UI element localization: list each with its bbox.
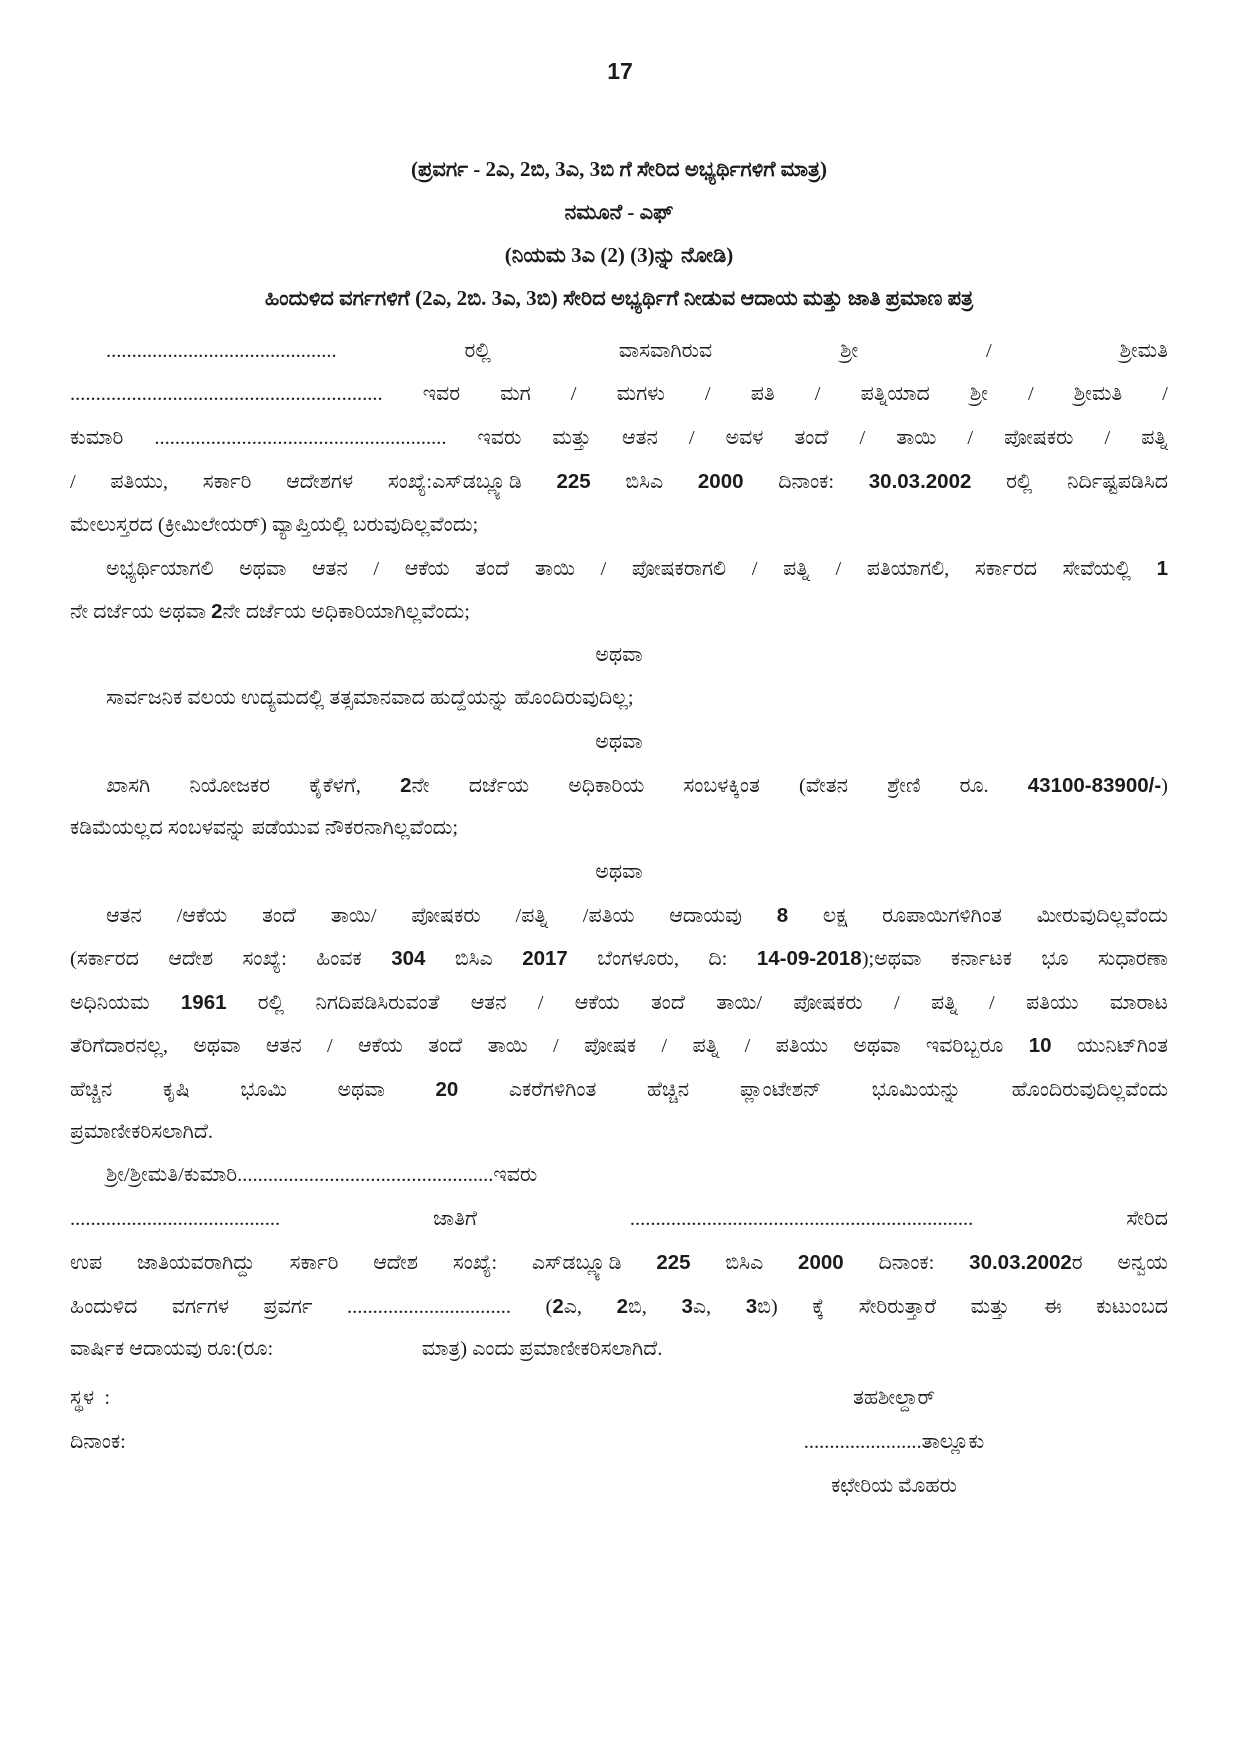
body-line: ನೇ ದರ್ಜೆಯ ಅಥವಾ 2ನೇ ದರ್ಜೆಯ ಅಧಿಕಾರಿಯಾಗಿಲ್ಲವೆಂದು; (70, 600, 470, 624)
body-line: ಅಭ್ಯರ್ಥಿಯಾಗಲಿ ಅಥವಾ ಆತನ / ಆಕೆಯ ತಂದೆ ತಾಯಿ / ಪೋಷಕರಾಗಲಿ / ಪತ್ನಿ / ಪತಿಯಾಗಲಿ, ಸರ್ಕಾರದ ಸೇವೆಯಲ್ಲಿ 1 (106, 556, 1168, 580)
footer-row-place (70, 1376, 1168, 1420)
body-line: ............................................. ರಲ್ಲಿ ವಾಸವಾಗಿರುವ ಶ್ರೀ / ಶ್ರೀಮತಿ (106, 340, 1168, 362)
footer-row-date (70, 1420, 1168, 1464)
page-number: 17 (607, 58, 633, 84)
body-line: ಖಾಸಗಿ ನಿಯೋಜಕರ ಕೈಕೆಳಗೆ, 2ನೇ ದರ್ಜೆಯ ಅಧಿಕಾರಿಯ ಸಂಬಳಕ್ಕಿಂತ (ವೇತನ ಶ್ರೇಣಿ ರೂ. 43100-83900/-) (106, 773, 1168, 797)
body-line: ......................................... ಜಾತಿಗೆ ................................................................... ಸೇರಿದ (70, 1207, 1168, 1230)
officer-designation: ತಹಶೀಲ್ದಾರ್ (852, 1387, 936, 1409)
body-line: ಕುಮಾರಿ ......................................................... ಇವರು ಮತ್ತು ಆತನ / ಅವಳ ತಂದೆ / ತಾಯಿ / ಪೋಷಕರು / ಪತ್ನಿ (70, 426, 1168, 449)
body-line: ಸಾರ್ವಜನಿಕ ವಲಯ ಉದ್ಯಮದಲ್ಲಿ ತತ್ಸಮಾನವಾದ ಹುದ್ದೆಯನ್ನು ಹೊಂದಿರುವುದಿಲ್ಲ; (106, 687, 634, 710)
body-line: ಪ್ರಮಾಣೀಕರಿಸಲಾಗಿದೆ. (70, 1121, 214, 1144)
footer-spacer (70, 1464, 620, 1508)
body-line: (ಸರ್ಕಾರದ ಆದೇಶ ಸಂಖ್ಯೆ: ಹಿಂವಕ 304 ಬಿಸಿಎ 2017 ಬೆಂಗಳೂರು, ದಿ: 14-09-2018);ಅಥವಾ ಕರ್ನಾಟಕ ಭೂ ಸುಧಾರಣಾ (70, 947, 1168, 971)
body-line: ಅಥವಾ (595, 860, 643, 883)
office-seal-label: ಕಛೇರಿಯ ಮೊಹರು (831, 1475, 957, 1497)
header-form-name: ನಮೂನೆ - ಎಫ್ (564, 200, 674, 224)
body-line: ಶ್ರೀ/ಶ್ರೀಮತಿ/ಕುಮಾರಿ..................................................ಇವರು (106, 1164, 538, 1187)
body-line: ವಾರ್ಷಿಕ ಆದಾಯವು ರೂ:(ರೂ: ಮಾತ್ರ) ಎಂದು ಪ್ರಮಾಣೀಕರಿಸಲಾಗಿದೆ. (70, 1337, 663, 1360)
body-line: ತೆರಿಗೆದಾರನಲ್ಲ, ಅಥವಾ ಆತನ / ಆಕೆಯ ತಂದೆ ತಾಯಿ / ಪೋಷಕ / ಪತ್ನಿ / ಪತಿಯು ಅಥವಾ ಇವರಿಬ್ಬರೂ 10 ಯುನಿಟ್‌ಗಿಂತ (70, 1034, 1168, 1058)
body-line: ಉಪ ಜಾತಿಯವರಾಗಿದ್ದು ಸರ್ಕಾರಿ ಆದೇಶ ಸಂಖ್ಯೆ: ಎಸ್‌ಡಬ್ಲ್ಯೂಡಿ 225 ಬಿಸಿಎ 2000 ದಿನಾಂಕ: 30.03.2002ರ ಅನ್ವಯ (70, 1251, 1168, 1275)
document-footer (70, 1376, 1168, 1508)
document-header (70, 148, 1168, 320)
date-label: ದಿನಾಂಕ: (70, 1431, 126, 1453)
body-line: ............................................................. ಇವರ ಮಗ / ಮಗಳು / ಪತಿ / ಪತ್ನಿಯಾದ ಶ್ರೀ / ಶ್ರೀಮತಿ / (70, 383, 1168, 406)
header-rule-reference: (ನಿಯಮ 3ಎ (2) (3)ನ್ನು ನೋಡಿ) (504, 243, 734, 267)
body-line: ಕಡಿಮೆಯಲ್ಲದ ಸಂಬಳವನ್ನು ಪಡೆಯುವ ನೌಕರನಾಗಿಲ್ಲವೆಂದು; (70, 817, 459, 840)
body-line: ಅಧಿನಿಯಮ 1961 ರಲ್ಲಿ ನಿಗದಿಪಡಿಸಿರುವಂತೆ ಆತನ / ಆಕೆಯ ತಂದೆ ತಾಯಿ/ ಪೋಷಕರು / ಪತ್ನಿ / ಪತಿಯು ಮಾರಾಟ (70, 990, 1168, 1014)
footer-row-seal (70, 1464, 1168, 1508)
header-category-note: (ಪ್ರವರ್ಗ - 2ಎ, 2ಬಿ, 3ಎ, 3ಬಿ ಗೆ ಸೇರಿದ ಅಭ್ಯರ್ಥಿಗಳಿಗೆ ಮಾತ್ರ) (410, 157, 828, 181)
document-title: ಹಿಂದುಳಿದ ವರ್ಗಗಳಿಗೆ (2ಎ, 2ಬಿ. 3ಎ, 3ಬಿ) ಸೇರಿದ ಅಭ್ಯರ್ಥಿಗೆ ನೀಡುವ ಆದಾಯ ಮತ್ತು ಜಾತಿ ಪ್ರಮಾಣ ಪತ್ರ (264, 286, 974, 310)
body-line: ಅಥವಾ (595, 730, 643, 753)
body-line: ಆತನ /ಆಕೆಯ ತಂದೆ ತಾಯಿ/ ಪೋಷಕರು /ಪತ್ನಿ /ಪತಿಯ ಆದಾಯವು 8 ಲಕ್ಷ ರೂಪಾಯಿಗಳಿಗಿಂತ ಮೀರುವುದಿಲ್ಲವೆಂದು (106, 904, 1168, 928)
body-line: / ಪತಿಯು, ಸರ್ಕಾರಿ ಆದೇಶಗಳ ಸಂಖ್ಯೆ:ಎಸ್‌ಡಬ್ಲ್ಯೂಡಿ 225 ಬಿಸಿಎ 2000 ದಿನಾಂಕ: 30.03.2002 ರಲ್ಲಿ ನಿರ್ದಿಷ್ಟಪಡಿಸಿದ (70, 470, 1168, 494)
body-line: ಹೆಚ್ಚಿನ ಕೃಷಿ ಭೂಮಿ ಅಥವಾ 20 ಎಕರೆಗಳಿಗಿಂತ ಹೆಚ್ಚಿನ ಪ್ಲಾಂಟೇಶನ್ ಭೂಮಿಯನ್ನು ಹೊಂದಿರುವುದಿಲ್ಲವೆಂದು (70, 1077, 1168, 1101)
body-line: ಮೇಲುಸ್ತರದ (ಕ್ರೀಮಿಲೇಯರ್) ವ್ಯಾಪ್ತಿಯಲ್ಲಿ ಬರುವುದಿಲ್ಲವೆಂದು; (70, 513, 479, 536)
body-line: ಅಥವಾ (595, 643, 643, 666)
taluk-blank-line: .......................ತಾಲ್ಲೂಕು (803, 1431, 985, 1453)
place-label: ಸ್ಥಳ : (70, 1387, 111, 1409)
certificate-body (70, 330, 1168, 1371)
body-line: ಹಿಂದುಳಿದ ವರ್ಗಗಳ ಪ್ರವರ್ಗ ................................ (2ಎ, 2ಬಿ, 3ಎ, 3ಬಿ) ಕ್ಕೆ ಸೇರಿರುತ್ತಾರೆ ಮತ್ತು ಈ ಕುಟುಂಬದ (70, 1294, 1168, 1318)
